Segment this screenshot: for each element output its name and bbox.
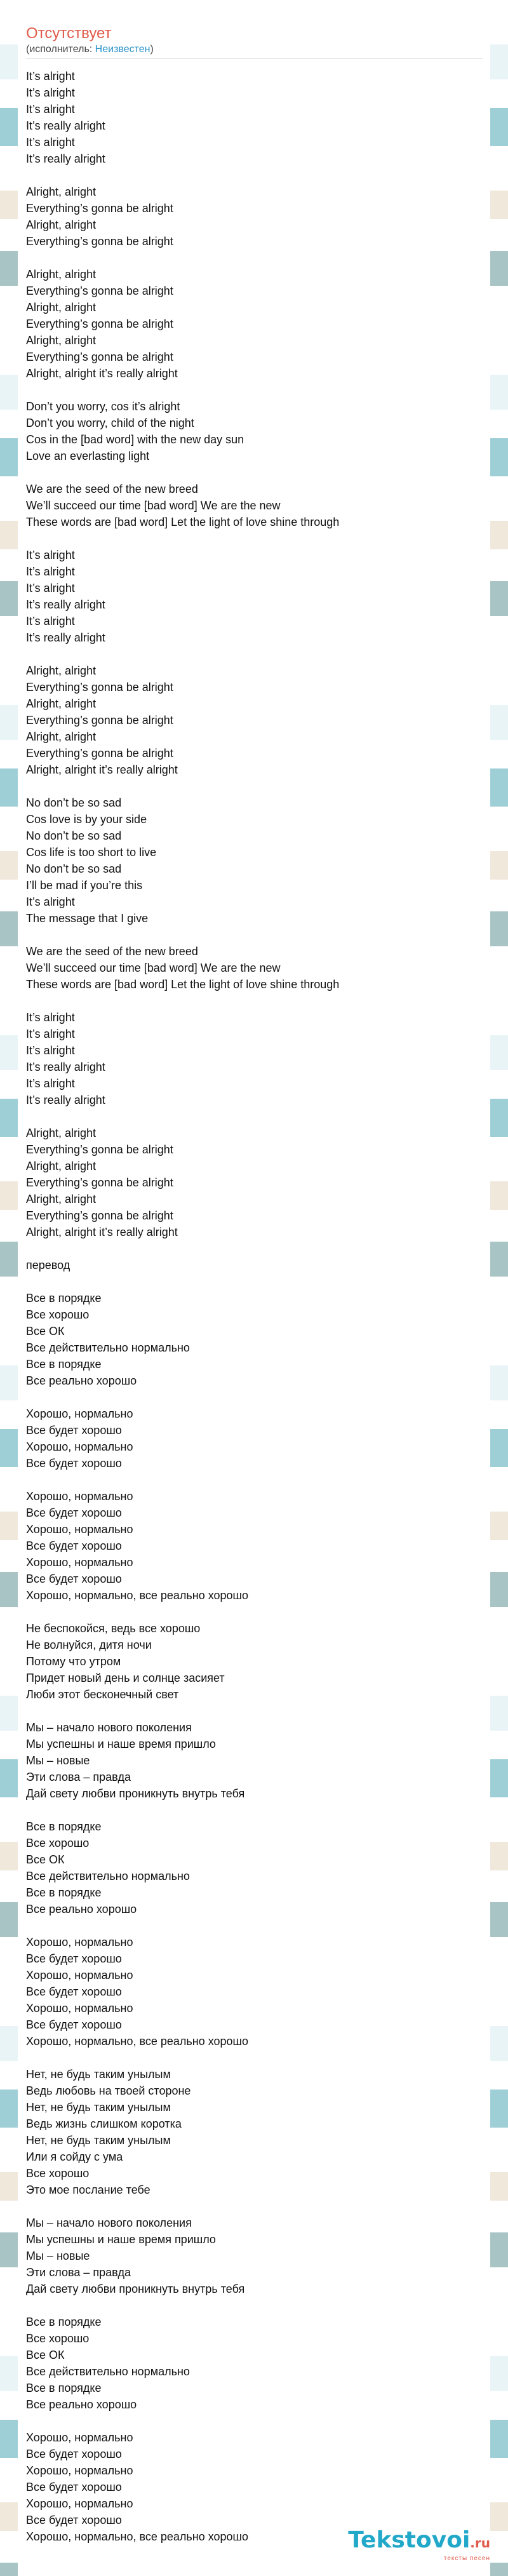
lyrics-line: Нет, не будь таким унылым [26,2134,171,2147]
lyrics-line: Придет новый день и солнце засияет [26,1672,225,1684]
lyrics-line: It’s alright [26,1028,75,1040]
lyrics-stanza [26,547,483,646]
lyrics-line: Эти слова – правда [26,2266,131,2279]
lyrics-stanza [26,68,483,167]
lyrics-line: I’ll be mad if you’re this [26,879,143,892]
lyrics-line: We’ll succeed our time [bad word] We are the new [26,499,281,512]
logo-tld: .ru [470,2535,490,2551]
lyrics-line: Alright, alright [26,268,97,281]
lyrics-stanza [26,481,483,530]
lyrics-line: Все хорошо [26,2332,90,2345]
lyrics-line: Или я сойду с ума [26,2150,123,2163]
lyrics-line: Alright, alright [26,185,97,198]
lyrics-line: Cos love is by your side [26,813,147,826]
lyrics-line: Хорошо, нормально, все реально хорошо [26,2530,248,2543]
lyrics-line: Дай свету любви проникнуть внутрь тебя [26,1787,245,1800]
artist-suffix: ) [150,44,154,55]
lyrics-stanza [26,398,483,464]
lyrics-line: Хорошо, нормально [26,2431,133,2444]
lyrics-line: Все в порядке [26,1292,102,1305]
lyrics-line: Хорошо, нормально [26,1969,133,1982]
lyrics-line: Все ОК [26,1325,65,1338]
lyrics-line: Все действительно нормально [26,1341,190,1354]
lyrics-line: It’s alright [26,896,75,908]
lyrics-stanza [26,184,483,250]
lyrics-line: Everything’s gonna be alright [26,1176,173,1189]
lyrics-line: Все в порядке [26,1358,102,1371]
lyrics-stanza [26,943,483,993]
lyrics-line: Alright, alright [26,334,97,347]
lyrics-line: It’s alright [26,549,75,561]
lyrics-line: It’s alright [26,70,75,83]
lyrics-stanza [26,1257,483,1273]
lyrics-line: перевод [26,1259,70,1271]
lyrics-line: Alright, alright [26,730,97,743]
lyrics-line: These words are [bad word] Let the light of love shine through [26,978,340,991]
lyrics-line: Alright, alright it’s really alright [26,763,178,776]
lyrics-line: Хорошо, нормально [26,1440,133,1453]
logo-tagline: тексты песен [443,2555,490,2562]
lyrics-line: Everything’s gonna be alright [26,747,173,760]
logo-wordmark [348,2528,490,2555]
lyrics-line: It’s really alright [26,119,105,132]
lyrics-line: Alright, alright [26,1127,97,1139]
lyrics-line: Эти слова – правда [26,1771,131,1783]
lyrics-line: Хорошо, нормально [26,2497,133,2510]
lyrics-line: Everything’s gonna be alright [26,1209,173,1222]
lyrics-line: Мы – начало нового поколения [26,2217,192,2229]
lyrics-line: Everything’s gonna be alright [26,318,173,330]
lyrics-line: Все будет хорошо [26,1424,122,1437]
lyrics-line: Мы – начало нового поколения [26,1721,192,1734]
lyrics-line: Все ОК [26,2349,65,2361]
lyrics-line: Everything’s gonna be alright [26,1143,173,1156]
lyrics-line: We are the seed of the new breed [26,945,198,958]
lyrics-line: Хорошо, нормально [26,1523,133,1536]
lyrics-line: It’s alright [26,1044,75,1057]
lyrics-line: Все будет хорошо [26,1573,122,1585]
lyrics-stanza [26,2066,483,2198]
lyrics-line: Дай свету любви проникнуть внутрь тебя [26,2283,245,2295]
lyrics-line: It’s really alright [26,598,105,611]
lyrics-line: It’s alright [26,86,75,99]
lyrics-line: Все будет хорошо [26,2018,122,2031]
lyrics-line: Хорошо, нормально [26,2464,133,2477]
lyrics-stanza [26,2314,483,2413]
lyrics-line: Не волнуйся, дитя ночи [26,1639,152,1651]
lyrics-line: Все реально хорошо [26,1374,137,1387]
lyrics-line: Это мое послание тебе [26,2184,150,2196]
song-title: Отсутствует [26,25,112,42]
lyrics-line: No don’t be so sad [26,862,122,875]
lyrics-line: Все в порядке [26,2316,102,2328]
lyrics-stanza [26,1009,483,1108]
lyrics-line: It’s alright [26,1011,75,1024]
lyrics-line: Alright, alright [26,664,97,677]
lyrics-stanza [26,1934,483,2049]
lyrics-stanza [26,2215,483,2297]
lyrics-line: Все будет хорошо [26,1985,122,1998]
lyrics-line: Все действительно нормально [26,1870,190,1882]
lyrics-line: Все в порядке [26,2382,102,2394]
lyrics-line: It’s really alright [26,1061,105,1073]
lyrics-line: It’s really alright [26,631,105,644]
lyrics-stanza [26,1488,483,1604]
lyrics-stanza [26,1405,483,1472]
lyrics-line: No don’t be so sad [26,829,122,842]
artist-line [26,43,483,59]
lyrics-line: Мы – новые [26,2250,90,2262]
lyrics-line: Everything’s gonna be alright [26,351,173,363]
lyrics-line: Don’t you worry, child of the night [26,417,194,429]
lyrics-line: Все хорошо [26,1837,90,1849]
logo-name: Tekstovoi [348,2527,471,2553]
lyrics-line: Все будет хорошо [26,2514,122,2526]
site-logo[interactable] [348,2528,490,2562]
lyrics-line: Все реально хорошо [26,2398,137,2411]
lyrics-line: It’s alright [26,582,75,594]
lyrics-line: Alright, alright it’s really alright [26,367,178,380]
artist-prefix: (исполнитель: [26,44,95,55]
lyrics-line: Everything’s gonna be alright [26,235,173,248]
lyrics-line: It’s alright [26,615,75,627]
lyrics-line: Все будет хорошо [26,1457,122,1470]
lyrics-stanza [26,266,483,382]
lyrics-line: It’s alright [26,1077,75,1090]
lyrics-line: Хорошо, нормально, все реально хорошо [26,1589,248,1602]
lyrics-line: Alright, alright [26,218,97,231]
lyrics-line: Все реально хорошо [26,1903,137,1915]
lyrics-line: Хорошо, нормально [26,1556,133,1569]
lyrics-line: Don’t you worry, cos it’s alright [26,400,180,413]
lyrics-line: Все действительно нормально [26,2365,190,2378]
lyrics-line: We’ll succeed our time [bad word] We are the new [26,962,281,974]
lyrics-line: Потому что утром [26,1655,121,1668]
lyrics-line: Ведь любовь на твоей стороне [26,2084,191,2097]
lyrics-line: Мы успешны и наше время пришло [26,1738,216,1750]
lyrics-line: It’s alright [26,103,75,116]
lyrics-line: Хорошо, нормально [26,1407,133,1420]
lyrics-stanza [26,1719,483,1802]
lyrics-stanza [26,795,483,927]
lyrics-stanza [26,1290,483,1389]
lyrics-stanza [26,1125,483,1240]
lyrics-stanza [26,1620,483,1703]
lyrics-line: It’s really alright [26,152,105,165]
lyrics-line: Хорошо, нормально [26,1936,133,1949]
lyrics-line: We are the seed of the new breed [26,483,198,495]
lyrics-line: It’s alright [26,136,75,149]
lyrics-line: Хорошо, нормально [26,1490,133,1503]
lyrics-body [26,68,483,2545]
lyrics-line: Хорошо, нормально, все реально хорошо [26,2035,248,2048]
lyrics-line: Ведь жизнь слишком коротка [26,2117,182,2130]
lyrics-line: Все хорошо [26,1308,90,1321]
lyrics-line: Хорошо, нормально [26,2002,133,2015]
lyrics-line: Нет, не будь таким унылым [26,2068,171,2081]
lyrics-line: Cos in the [bad word] with the new day sun [26,433,244,446]
lyrics-line: These words are [bad word] Let the light of love shine through [26,516,340,528]
lyrics-line: Все будет хорошо [26,1506,122,1519]
lyrics-line: Все будет хорошо [26,2481,122,2493]
lyrics-line: Alright, alright [26,1193,97,1205]
lyrics-line: Все будет хорошо [26,2448,122,2460]
lyrics-line: Мы успешны и наше время пришло [26,2233,216,2246]
lyrics-line: It’s really alright [26,1094,105,1106]
lyrics-line: Alright, alright [26,301,97,314]
lyrics-line: Люби этот бесконечный свет [26,1688,179,1701]
lyrics-line: Alright, alright [26,1160,97,1172]
lyrics-stanza [26,662,483,778]
lyrics-line: Everything’s gonna be alright [26,681,173,694]
lyrics-line: It’s alright [26,565,75,578]
lyrics-line: Love an everlasting light [26,450,150,462]
lyrics-line: Alright, alright it’s really alright [26,1226,178,1238]
lyrics-line: Все ОК [26,1853,65,1866]
lyrics-line: Все в порядке [26,1820,102,1833]
lyrics-line: The message that I give [26,912,149,925]
lyrics-line: Все хорошо [26,2167,90,2180]
lyrics-line: Все будет хорошо [26,1540,122,1552]
lyrics-line: Мы – новые [26,1754,90,1767]
artist-link[interactable]: Неизвестен [95,44,150,55]
lyrics-line: Не беспокойся, ведь все хорошо [26,1622,201,1635]
lyrics-line: Cos life is too short to live [26,846,157,859]
lyrics-line: Everything’s gonna be alright [26,285,173,297]
lyrics-line: Everything’s gonna be alright [26,714,173,727]
lyrics-line: No don’t be so sad [26,796,122,809]
lyrics-line: Все в порядке [26,1886,102,1899]
lyrics-stanza [26,1818,483,1917]
lyrics-line: Все будет хорошо [26,1952,122,1965]
lyrics-line: Нет, не будь таким унылым [26,2101,171,2114]
lyrics-line: Alright, alright [26,697,97,710]
lyrics-line: Everything’s gonna be alright [26,202,173,215]
